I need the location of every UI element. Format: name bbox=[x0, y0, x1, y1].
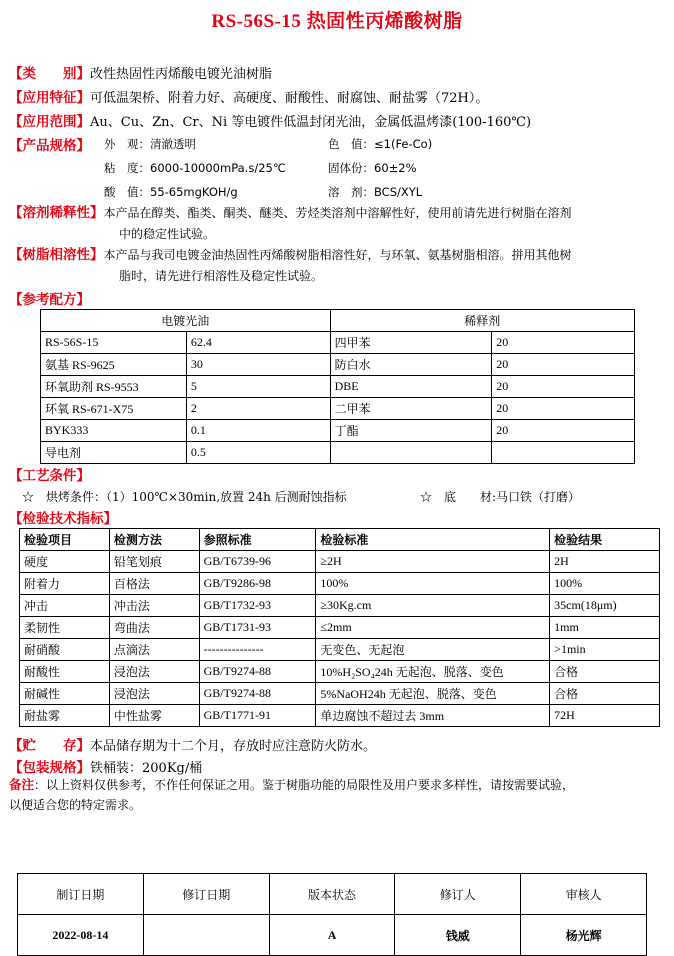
tests-cell: GB/T1731-93 bbox=[199, 617, 316, 639]
signoff-header-cell: 修订人 bbox=[395, 874, 521, 915]
tests-cell: 1mm bbox=[550, 617, 660, 639]
formula-cell: 环氧 RS-671-X75 bbox=[41, 398, 187, 420]
tests-cell: --------------- bbox=[199, 639, 316, 661]
formula-row bbox=[41, 420, 635, 442]
tests-row bbox=[20, 617, 660, 639]
packing-row bbox=[9, 756, 202, 776]
formula-cell: 2 bbox=[186, 398, 330, 420]
signoff-header-cell: 审核人 bbox=[521, 874, 647, 915]
formula-cell: DBE bbox=[330, 376, 492, 398]
packing-label: 【包装规格】 bbox=[9, 760, 90, 776]
tests-row bbox=[20, 639, 660, 661]
tests-header-row bbox=[20, 529, 660, 551]
tests-cell: 柔韧性 bbox=[20, 617, 110, 639]
signoff-table bbox=[17, 873, 647, 956]
tests-cell: 冲击法 bbox=[109, 595, 199, 617]
formula-cell: 20 bbox=[492, 420, 635, 442]
tests-cell: 耐酸性 bbox=[20, 661, 110, 683]
tests-cell: 耐盐雾 bbox=[20, 705, 110, 727]
formula-cell: 四甲苯 bbox=[330, 332, 492, 354]
compat-label: 【树脂相溶性】 bbox=[9, 247, 104, 263]
category-row bbox=[9, 62, 272, 82]
signoff-value-row bbox=[18, 915, 647, 956]
signoff-header-cell: 制订日期 bbox=[18, 874, 144, 915]
dilution-line2: 中的稳定性试验。 bbox=[119, 227, 216, 241]
scope-value: Au、Cu、Zn、Cr、Ni 等电镀件低温封闭光油，金属低温烤漆(100-160℃) bbox=[90, 115, 532, 130]
formula-row bbox=[41, 376, 635, 398]
packing-value: 铁桶装：200Kg/桶 bbox=[90, 761, 203, 776]
spec-viscosity: 粘 度：6000-10000mPa.s/25℃ bbox=[104, 161, 286, 175]
tests-cell: ≤2mm bbox=[316, 617, 550, 639]
tests-cell: 弯曲法 bbox=[109, 617, 199, 639]
signoff-value-cell: 2022-08-14 bbox=[18, 915, 144, 956]
tests-row bbox=[20, 683, 660, 705]
spec-acid: 酸 值：55-65mgKOH/g bbox=[104, 185, 238, 199]
storage-label: 【贮 存】 bbox=[9, 738, 90, 754]
formula-header-row bbox=[41, 310, 635, 332]
tests-table bbox=[19, 528, 660, 727]
tests-cell: 10%H₂SO₄24h 无起泡、脱落、变色 bbox=[316, 661, 550, 683]
signoff-header-cell: 版本状态 bbox=[269, 874, 395, 915]
tests-cell: 72H bbox=[550, 705, 660, 727]
signoff-header-cell: 修订日期 bbox=[143, 874, 269, 915]
tests-cell: >1min bbox=[550, 639, 660, 661]
tests-cell: GB/T1771-91 bbox=[199, 705, 316, 727]
spec-appearance: 外 观：清澈透明 bbox=[104, 137, 196, 151]
dilution-section bbox=[9, 203, 669, 245]
formula-cell: 导电剂 bbox=[41, 442, 187, 464]
formula-cell: 0.5 bbox=[186, 442, 330, 464]
tests-cell: 无变色、无起泡 bbox=[316, 639, 550, 661]
storage-value: 本品储存期为十二个月，存放时应注意防火防水。 bbox=[90, 739, 377, 754]
features-row bbox=[9, 86, 488, 106]
category-value: 改性热固性丙烯酸电镀光油树脂 bbox=[90, 67, 273, 82]
note-label: 备注 bbox=[9, 777, 35, 792]
tests-cell: 单边腐蚀不超过去 3mm bbox=[316, 705, 550, 727]
tests-cell: 合格 bbox=[550, 683, 660, 705]
tests-header-cell: 参照标准 bbox=[199, 529, 316, 551]
formula-cell: 防白水 bbox=[330, 354, 492, 376]
features-label: 【应用特征】 bbox=[9, 90, 90, 106]
tests-cell: GB/T1732-93 bbox=[199, 595, 316, 617]
process-label: 【工艺条件】 bbox=[9, 468, 90, 484]
tests-header-cell: 检验结果 bbox=[550, 529, 660, 551]
compat-line2: 脂时，请先进行相溶性及稳定性试验。 bbox=[119, 269, 324, 283]
tests-cell: 中性盐雾 bbox=[109, 705, 199, 727]
tests-cell: ≥30Kg.cm bbox=[316, 595, 550, 617]
formula-cell: 氨基 RS-9625 bbox=[41, 354, 187, 376]
scope-label: 【应用范围】 bbox=[9, 114, 90, 130]
formula-header-right: 稀释剂 bbox=[330, 310, 634, 332]
tests-section bbox=[9, 507, 117, 527]
formula-cell bbox=[492, 442, 635, 464]
formula-cell: 20 bbox=[492, 398, 635, 420]
storage-row bbox=[9, 734, 376, 754]
formula-row bbox=[41, 354, 635, 376]
compat-line1: 本产品与我司电镀金油热固性丙烯酸树脂相溶性好，与环氧、氨基树脂相溶。拼用其他树 bbox=[103, 248, 572, 262]
scope-row bbox=[9, 110, 531, 130]
formula-cell: 5 bbox=[186, 376, 330, 398]
formula-table bbox=[40, 309, 635, 464]
tests-label: 【检验技术指标】 bbox=[9, 511, 117, 527]
tests-header-cell: 检测方法 bbox=[109, 529, 199, 551]
tests-cell: 35cm(18μm) bbox=[550, 595, 660, 617]
tests-cell: 冲击 bbox=[20, 595, 110, 617]
tests-cell: GB/T6739-96 bbox=[199, 551, 316, 573]
formula-cell: 0.1 bbox=[186, 420, 330, 442]
signoff-value-cell: 钱威 bbox=[395, 915, 521, 956]
formula-row bbox=[41, 332, 635, 354]
tests-row bbox=[20, 661, 660, 683]
formula-row bbox=[41, 398, 635, 420]
features-value: 可低温架桥、附着力好、高硬度、耐酸性、耐腐蚀、耐盐雾（72H）。 bbox=[90, 91, 489, 106]
formula-cell: 20 bbox=[492, 354, 635, 376]
formula-cell: BYK333 bbox=[41, 420, 187, 442]
tests-row bbox=[20, 595, 660, 617]
process-section bbox=[9, 464, 90, 484]
tests-header-cell: 检验标准 bbox=[316, 529, 550, 551]
tests-cell: GB/T9274-88 bbox=[199, 661, 316, 683]
specs-section bbox=[9, 134, 90, 154]
signoff-value-cell: A bbox=[269, 915, 395, 956]
note-line2: 以便适合您的特定需求。 bbox=[9, 798, 142, 812]
dilution-label: 【溶剂稀释性】 bbox=[9, 205, 104, 221]
formula-cell bbox=[330, 442, 492, 464]
formula-cell: 二甲苯 bbox=[330, 398, 492, 420]
tests-cell: 耐硝酸 bbox=[20, 639, 110, 661]
tests-cell: GB/T9286-98 bbox=[199, 573, 316, 595]
formula-label: 【参考配方】 bbox=[9, 292, 90, 308]
spec-solid: 固体份：60±2% bbox=[328, 161, 417, 175]
tests-cell: 合格 bbox=[550, 661, 660, 683]
formula-section bbox=[9, 288, 90, 308]
tests-cell: 附着力 bbox=[20, 573, 110, 595]
spec-color: 色 值：≤1(Fe-Co) bbox=[328, 137, 433, 151]
process-bake: ☆ 烘烤条件：（1）100℃×30min,放置 24h 后测耐蚀指标 bbox=[22, 490, 347, 504]
formula-cell: 环氧助剂 RS-9553 bbox=[41, 376, 187, 398]
formula-cell: 丁酯 bbox=[330, 420, 492, 442]
tests-cell: ≥2H bbox=[316, 551, 550, 573]
tests-cell: 2H bbox=[550, 551, 660, 573]
tests-cell: GB/T9274-88 bbox=[199, 683, 316, 705]
note-section bbox=[9, 775, 669, 815]
compat-section bbox=[9, 245, 669, 287]
process-base: ☆ 底 材:马口铁（打磨） bbox=[420, 490, 581, 504]
signoff-header-row bbox=[18, 874, 647, 915]
tests-row bbox=[20, 551, 660, 573]
formula-cell: 20 bbox=[492, 376, 635, 398]
category-label: 【类 别】 bbox=[9, 66, 90, 82]
tests-cell: 硬度 bbox=[20, 551, 110, 573]
formula-cell: 30 bbox=[186, 354, 330, 376]
tests-cell: 百格法 bbox=[109, 573, 199, 595]
tests-cell: 铅笔划痕 bbox=[109, 551, 199, 573]
tests-cell: 100% bbox=[550, 573, 660, 595]
dilution-line1: 本产品在醇类、酯类、酮类、醚类、芳烃类溶剂中溶解性好，使用前请先进行树脂在溶剂 bbox=[103, 206, 572, 220]
formula-row bbox=[41, 442, 635, 464]
spec-solvent: 溶 剂：BCS/XYL bbox=[328, 185, 423, 199]
formula-header-left: 电镀光油 bbox=[41, 310, 331, 332]
signoff-value-cell bbox=[143, 915, 269, 956]
tests-cell: 5%NaOH24h 无起泡、脱落、变色 bbox=[316, 683, 550, 705]
tests-cell: 点滴法 bbox=[109, 639, 199, 661]
specs-label: 【产品规格】 bbox=[9, 138, 90, 154]
tests-header-cell: 检验项目 bbox=[20, 529, 110, 551]
tests-cell: 浸泡法 bbox=[109, 683, 199, 705]
tests-row bbox=[20, 573, 660, 595]
formula-cell: RS-56S-15 bbox=[41, 332, 187, 354]
formula-cell: 62.4 bbox=[186, 332, 330, 354]
tests-cell: 浸泡法 bbox=[109, 661, 199, 683]
tests-cell: 耐碱性 bbox=[20, 683, 110, 705]
formula-cell: 20 bbox=[492, 332, 635, 354]
tests-row bbox=[20, 705, 660, 727]
note-line1: ：以上资料仅供参考，不作任何保证之用。鉴于树脂功能的局限性及用户要求多样性，请按需要试验， bbox=[34, 778, 575, 792]
tests-cell: 100% bbox=[316, 573, 550, 595]
signoff-value-cell: 杨光辉 bbox=[521, 915, 647, 956]
document-title: RS-56S-15 热固性丙烯酸树脂 bbox=[211, 11, 463, 32]
